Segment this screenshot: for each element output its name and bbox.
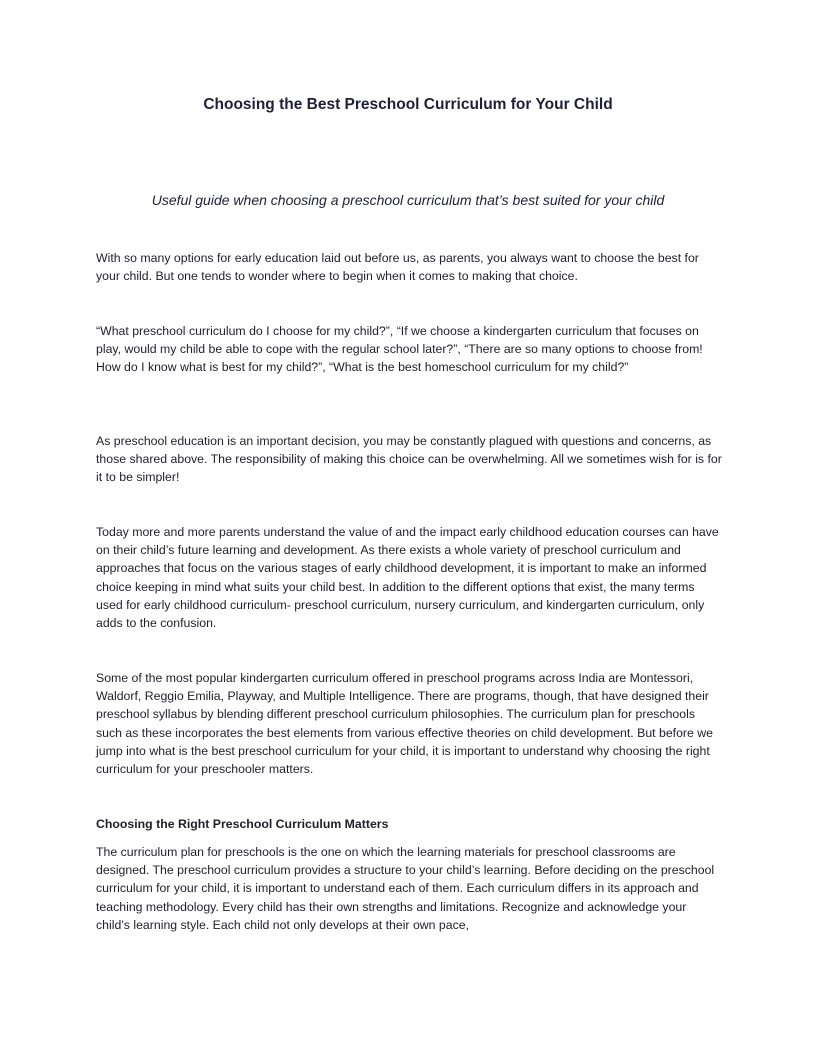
- paragraph-value: Today more and more parents understand the value of and the impact early childhood education courses can have on their child’s future learning and development. As there exists a whole variety of preschool curriculum and approaches that focus on the various stages of early childhood development, it is important to make an informed choice keeping in mind what suits your child best. In addition to the different options that exist, the many terms used for early childhood curriculum- preschool curriculum, nursery curriculum, and kindergarten curriculum, only adds to the confusion.: [96, 525, 719, 631]
- paragraph-section-body: The curriculum plan for preschools is the one on which the learning materials for preschool classrooms are designed. The preschool curriculum provides a structure to your child’s learning. Before deciding on the preschool curriculum for your child, it is important to understand each of them. Each curriculum differs in its approach and teaching methodology. Every child has their own strengths and limitations. Recognize and acknowledge your child’s learning style. Each child not only develops at their own pace,: [96, 845, 715, 932]
- document-subtitle: Useful guide when choosing a preschool curriculum that’s best suited for your child: [151, 192, 665, 208]
- paragraph-intro: With so many options for early education laid out before us, as parents, you always want to choose the best for your child. But one tends to wonder where to begin when it comes to making that choice.: [96, 251, 699, 284]
- section-heading: Choosing the Right Preschool Curriculum Matters: [96, 817, 389, 831]
- paragraph-decision: As preschool education is an important decision, you may be constantly plagued with questions and concerns, as those shared above. The responsibility of making this choice can be overwhelming. All we sometimes wish for is for it to be simpler!: [96, 434, 722, 485]
- paragraph-popular-curriculum: Some of the most popular kindergarten curriculum offered in preschool programs across India are Montessori, Waldorf, Reggio Emilia, Playway, and Multiple Intelligence. There are programs, though, that have designed their preschool syllabus by blending different preschool curriculum philosophies. The curriculum plan for preschools such as these incorporates the best elements from various effective theories on child development. But before we jump into what is the best preschool curriculum for your child, it is important to understand why choosing the right curriculum for your preschooler matters.: [96, 671, 714, 777]
- document-title: Choosing the Best Preschool Curriculum for Your Child: [203, 96, 613, 113]
- paragraph-questions: “What preschool curriculum do I choose for my child?”, “If we choose a kindergarten curriculum that focuses on play, would my child be able to cope with the regular school later?”, “There are so many options to choose from! How do I know what is best for my child?”, “What is the best homeschool curriculum for my child?”: [96, 324, 703, 375]
